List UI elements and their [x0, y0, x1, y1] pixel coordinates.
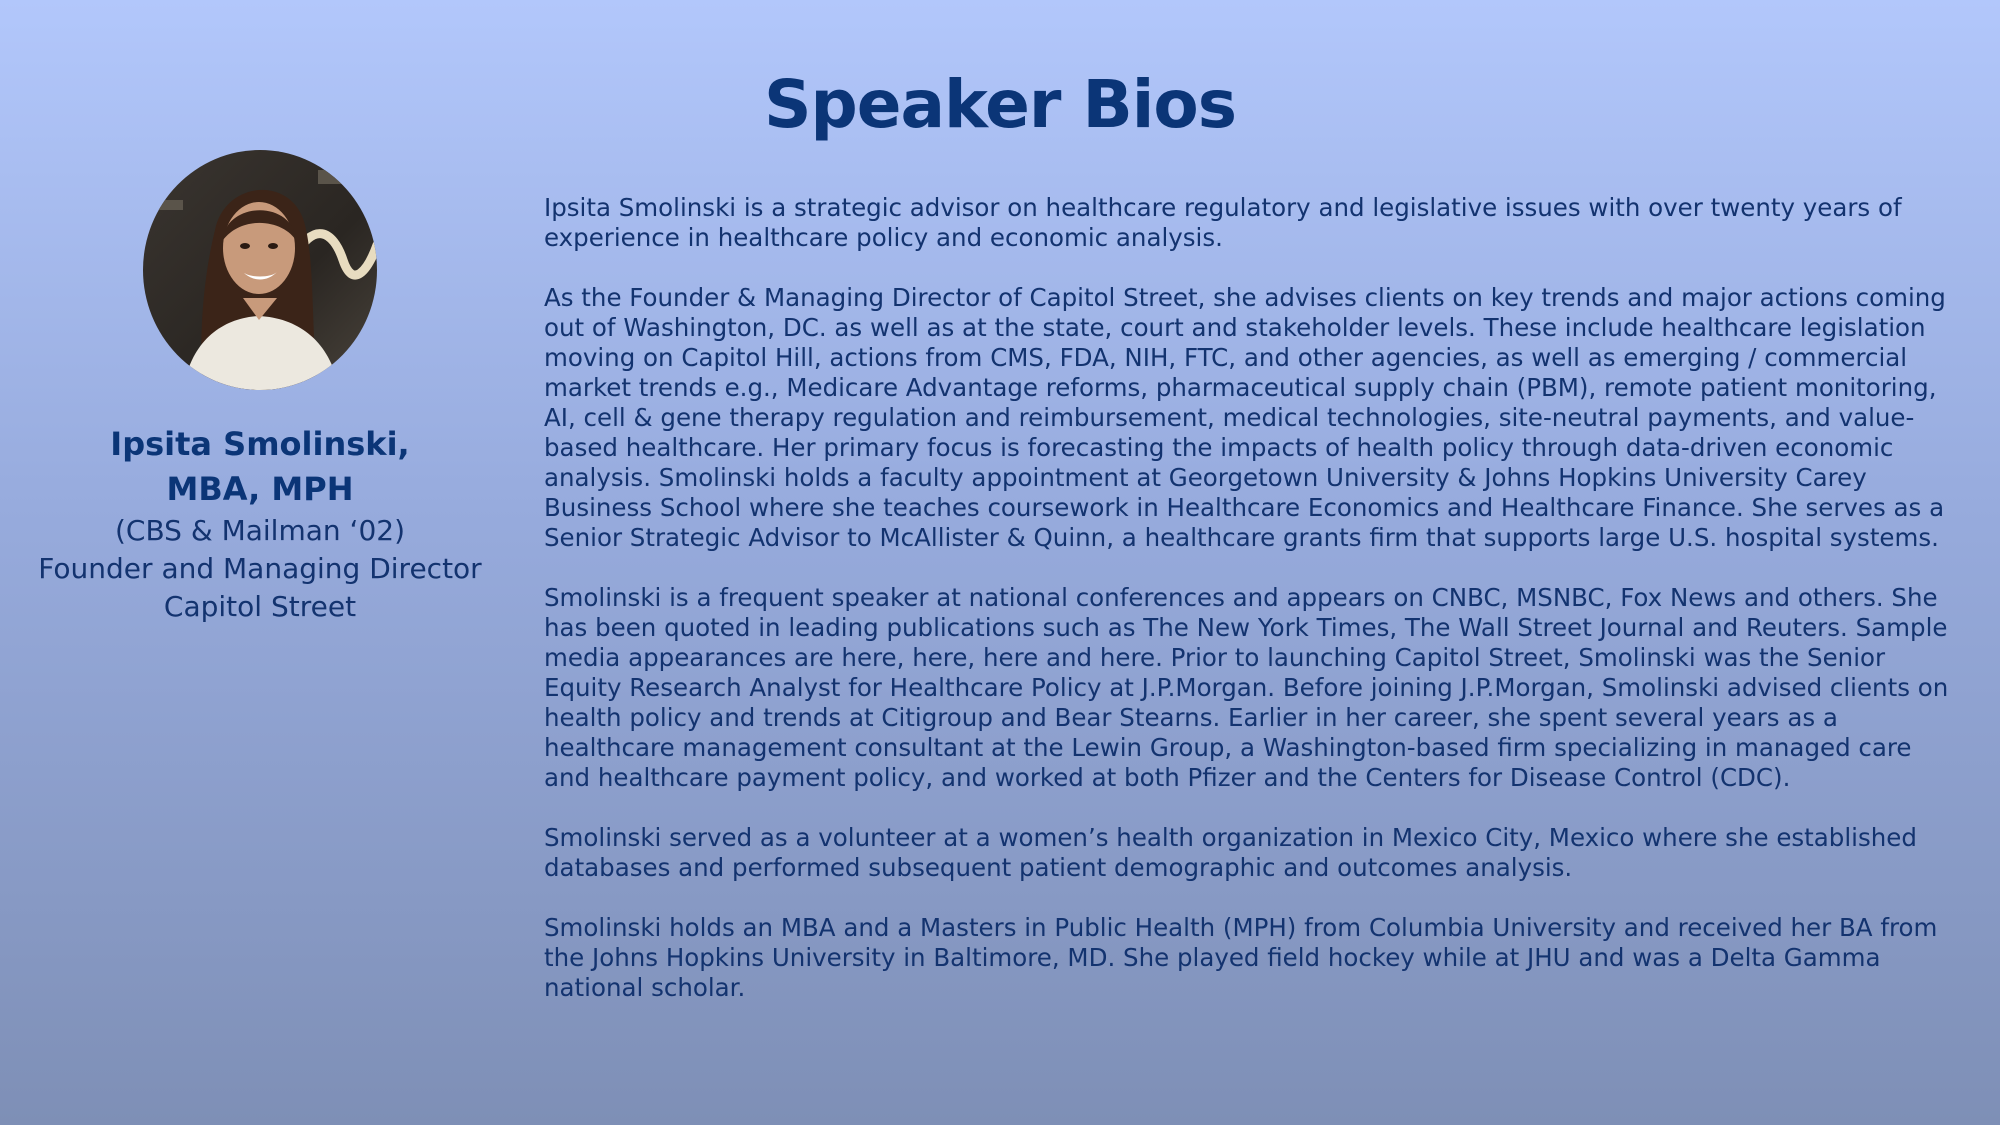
speaker-bio — [544, 193, 1956, 1033]
speaker-company: Capitol Street — [163, 590, 357, 623]
speaker-profile — [20, 150, 500, 626]
bio-paragraph: Smolinski holds an MBA and a Masters in Public Health (MPH) from Columbia University and received her BA from the Johns Hopkins University in Baltimore, MD. She played field hockey while at JHU and was a Delta Gamma national scholar. — [544, 913, 1938, 1002]
speaker-credentials: (CBS & Mailman ‘02) — [114, 514, 405, 547]
bio-paragraph: Smolinski is a frequent speaker at national conferences and appears on CNBC, MSNBC, Fox News and others. She has been quoted in leading publications such as The New York Times, The Wall Street Journal and Reuters. Sample media appearances are here, here, here and here. Prior to launching Capitol Street, Smolinski was the Senior Equity Research Analyst for Healthcare Policy at J.P.Morgan. Before joining J.P.Morgan, Smolinski advised clients on health policy and trends at Citigroup and Bear Stearns. Earlier in her career, she spent several years as a healthcare management consultant at the Lewin Group, a Washington-based firm specializing in managed care and healthcare payment policy, and worked at both Pfizer and the Centers for Disease Control (CDC). — [544, 583, 1949, 792]
bio-paragraph: As the Founder & Managing Director of Capitol Street, she advises clients on key trends and major actions coming out of Washington, DC. as well as at the state, court and stakeholder levels. These include healthcare legislation moving on Capitol Hill, actions from CMS, FDA, NIH, FTC, and other agencies, as well as emerging / commercial market trends e.g., Medicare Advantage reforms, pharmaceutical supply chain (PBM), remote patient monitoring, AI, cell & gene therapy regulation and reimbursement, medical technologies, site-neutral payments, and value-based healthcare. Her primary focus is forecasting the impacts of health policy through data-driven economic analysis. Smolinski holds a faculty appointment at Georgetown University & Johns Hopkins University Carey Business School where she teaches coursework in Healthcare Economics and Healthcare Finance. She serves as a Senior Strategic Advisor to McAllister & Quinn, a healthcare grants firm that supports large U.S. hospital systems. — [544, 283, 1946, 552]
page-title: Speaker Bios — [763, 66, 1237, 143]
speaker-role: Founder and Managing Director — [38, 552, 482, 585]
speaker-photo-illustration — [143, 150, 377, 390]
bio-paragraph: Ipsita Smolinski is a strategic advisor on healthcare regulatory and legislative issues with over twenty years of experience in healthcare policy and economic analysis. — [544, 193, 1902, 252]
speaker-photo — [143, 150, 377, 390]
bio-paragraph: Smolinski served as a volunteer at a women’s health organization in Mexico City, Mexico where she established databases and performed subsequent patient demographic and outcomes analysis. — [544, 823, 1917, 882]
speaker-name: Ipsita Smolinski, MBA, MPH — [110, 425, 410, 508]
